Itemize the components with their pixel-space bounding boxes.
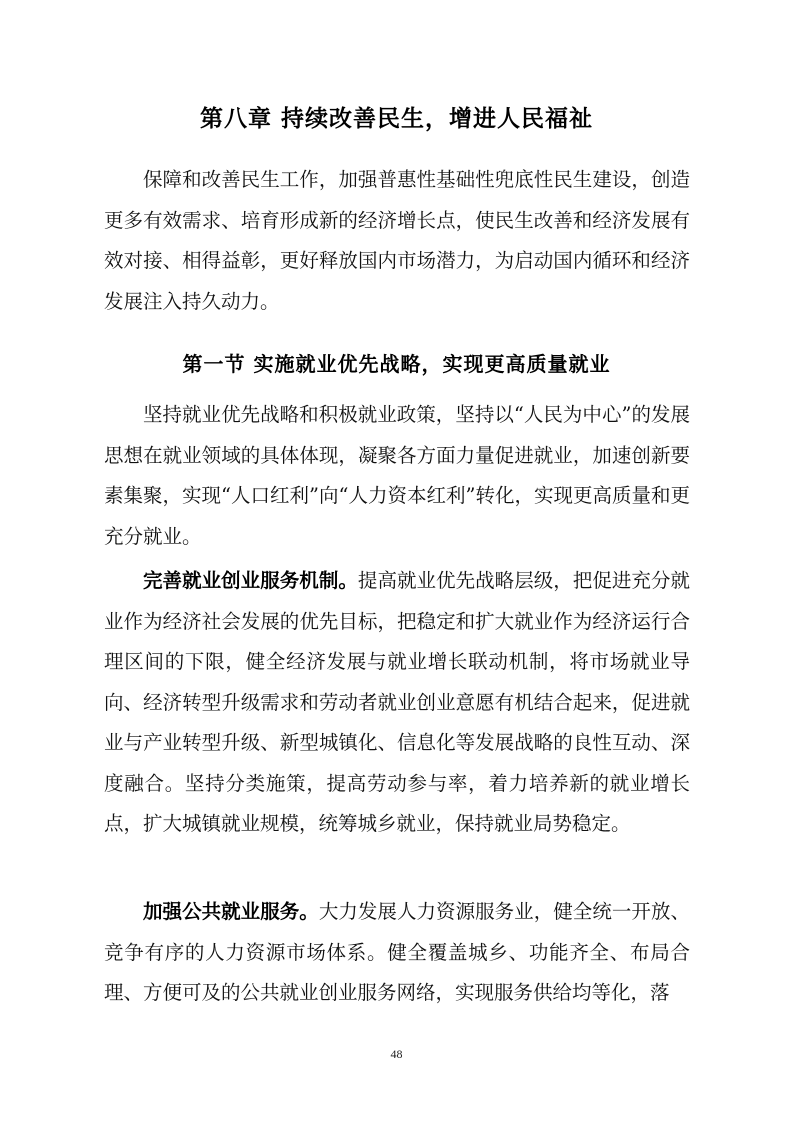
- paragraph-body-text: 大力发展人力资源服务业，健全统一开放、竞争有序的人力资源市场体系。健全覆盖城乡、功能齐全、布局合理、方便可及的公共就业创业服务网络，实现服务供给均等化，落: [104, 900, 690, 1004]
- paragraph-lead-heading: 完善就业创业服务机制。: [143, 569, 358, 592]
- paragraph-lead-heading: 加强公共就业服务。: [143, 900, 319, 923]
- chapter-title: 第八章 持续改善民生，增进人民福祉: [199, 106, 593, 132]
- section-paragraph: 坚持就业优先战略和积极就业政策，坚持以“人民为中心”的发展思想在就业领域的具体体现，凝聚各方面力量促进就业，加速创新要素集聚，实现“人口红利”向“人力资本红利”转化，实现更高质量和更充分就业。: [104, 403, 690, 548]
- page-number: 48: [390, 1047, 403, 1061]
- intro-paragraph: 保障和改善民生工作，加强普惠性基础性兜底性民生建设，创造更多有效需求、培育形成新的经济增长点，使民生改善和经济发展有效对接、相得益彰，更好释放国内市场潜力，为启动国内循环和经济发展注入持久动力。: [104, 168, 690, 313]
- section-title: 第一节 实施就业优先战略，实现更高质量就业: [182, 352, 611, 376]
- paragraph-public-employment-service: [104, 892, 690, 1014]
- paragraph-body-text: 提高就业优先战略层级，把促进充分就业作为经济社会发展的优先目标，把稳定和扩大就业作为经济运行合理区间的下限，健全经济发展与就业增长联动机制，将市场就业导向、经济转型升级需求和劳动者就业创业意愿有机结合起来，促进就业与产业转型升级、新型城镇化、信息化等发展战略的良性互动、深度融合。坚持分类施策，提高劳动参与率，着力培养新的就业增长点，扩大城镇就业规模，统筹城乡就业，保持就业局势稳定。: [104, 569, 690, 835]
- paragraph-employment-service-mechanism: [104, 561, 690, 845]
